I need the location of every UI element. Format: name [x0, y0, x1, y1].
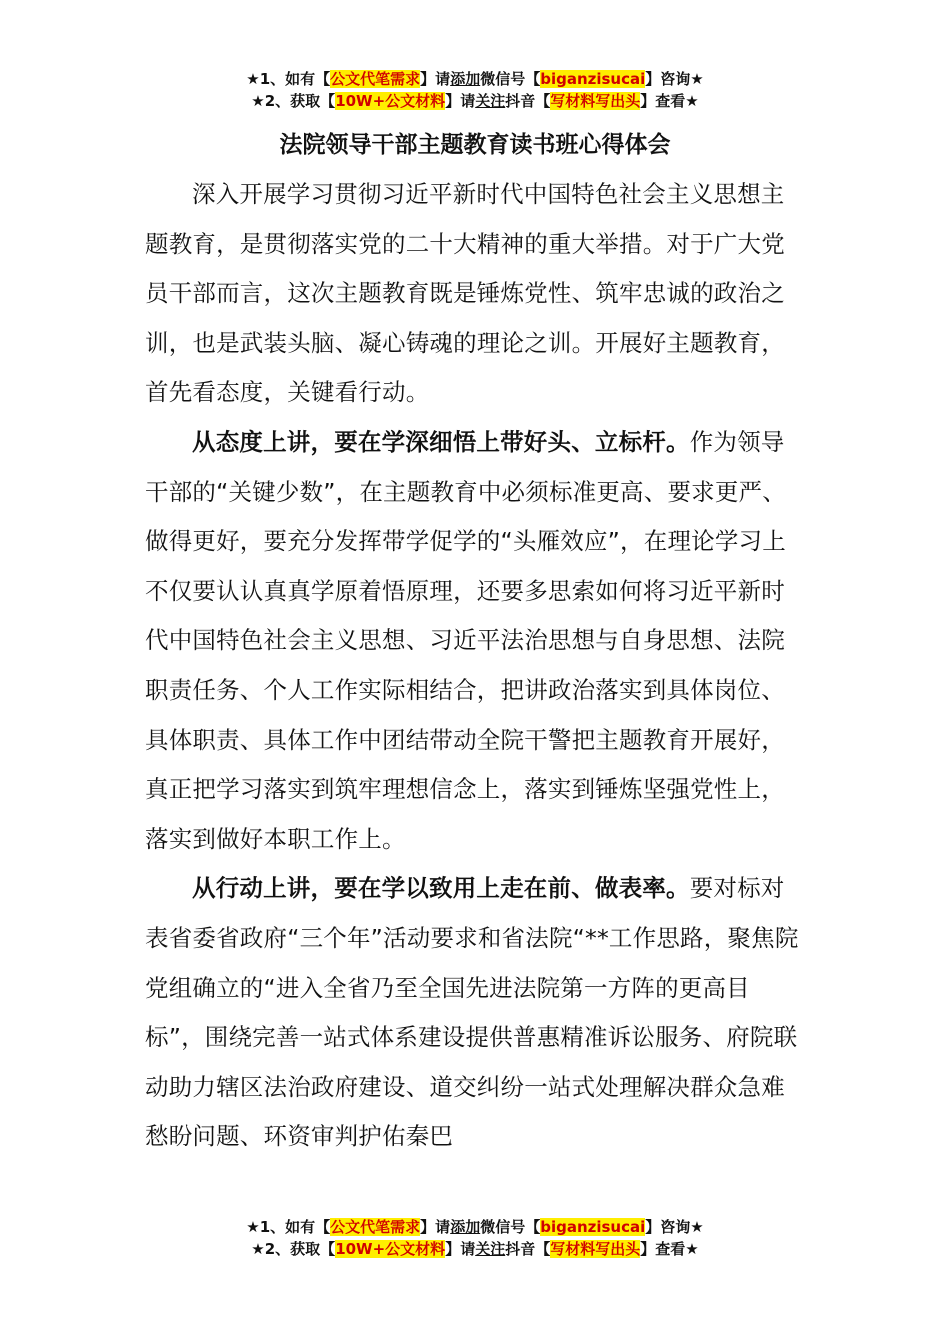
- footer-promo-banner: [0, 1216, 950, 1260]
- promo-text: 】请: [445, 1240, 476, 1258]
- promo-line-1: [0, 68, 950, 90]
- paragraph-attitude: [145, 418, 807, 864]
- promo-underline: 添加: [450, 70, 481, 88]
- promo-text: 抖音【: [505, 92, 551, 110]
- promo-underline: 关注: [475, 1240, 506, 1258]
- promo-line-2: [0, 90, 950, 112]
- paragraph-action: [145, 864, 807, 1162]
- promo-highlight: 10W+公文材料: [335, 92, 446, 110]
- promo-text: 】请: [420, 70, 451, 88]
- paragraph-text: 作为领导干部的“关键少数”，在主题教育中必须标准更高、要求更严、做得更好，要充分发挥带学促学的“头雁效应”，在理论学习上不仅要认认真真学原着悟原理，还要多思索如何将习近平新时代中国特色社会主义思想、习近平法治思想与自身思想、法院职责任务、个人工作实际相结合，把讲政治落实到具体岗位、具体职责、具体工作中团结带动全院干警把主题教育开展好，真正把学习落实到筑牢理想信念上，落实到锤炼坚强党性上，落实到做好本职工作上。: [145, 427, 786, 853]
- promo-wechat-id: biganzisucai: [540, 70, 646, 88]
- paragraph-intro: [145, 170, 807, 418]
- promo-text: 微信号【: [480, 1218, 541, 1236]
- paragraph-lead: 从行动上讲，要在学以致用上走在前、做表率。: [192, 874, 690, 903]
- document-title: 法院领导干部主题教育读书班心得体会: [279, 132, 671, 158]
- paragraph-lead: 从态度上讲，要在学深细悟上带好头、立标杆。: [192, 427, 690, 456]
- promo-text: 抖音【: [505, 1240, 551, 1258]
- promo-wechat-id: biganzisucai: [540, 1218, 646, 1236]
- promo-text: 】请: [420, 1218, 451, 1236]
- promo-line-2: [0, 1238, 950, 1260]
- paragraph-text: 要对标对表省委省政府“三个年”活动要求和省法院“**工作思路，聚焦院党组确立的“进入全省乃至全国先进法院第一方阵的更高目标”，围绕完善一站式体系建设提供普惠精准诉讼服务、府院联动助力辖区法治政府建设、道交纠纷一站式处理解决群众急难愁盼问题、环资审判护佑秦巴: [145, 874, 799, 1151]
- promo-text: 】查看★: [640, 1240, 699, 1258]
- document-body: [145, 170, 807, 1162]
- promo-text: ★1、如有【: [246, 70, 331, 88]
- promo-highlight: 10W+公文材料: [335, 1240, 446, 1258]
- promo-text: 】咨询★: [645, 1218, 704, 1236]
- promo-text: 】请: [445, 92, 476, 110]
- promo-text: 微信号【: [480, 70, 541, 88]
- promo-text: 】咨询★: [645, 70, 704, 88]
- promo-text: ★2、获取【: [251, 1240, 336, 1258]
- promo-douyin-id: 写材料写出头: [550, 92, 641, 110]
- promo-underline: 添加: [450, 1218, 481, 1236]
- header-promo-banner: [0, 68, 950, 112]
- promo-douyin-id: 写材料写出头: [550, 1240, 641, 1258]
- promo-text: ★2、获取【: [251, 92, 336, 110]
- promo-underline: 关注: [475, 92, 506, 110]
- promo-text: 】查看★: [640, 92, 699, 110]
- promo-highlight: 公文代笔需求: [330, 70, 421, 88]
- promo-line-1: [0, 1216, 950, 1238]
- promo-highlight: 公文代笔需求: [330, 1218, 421, 1236]
- paragraph-text: 深入开展学习贯彻习近平新时代中国特色社会主义思想主题教育，是贯彻落实党的二十大精神的重大举措。对于广大党员干部而言，这次主题教育既是锤炼党性、筑牢忠诚的政治之训，也是武装头脑、凝心铸魂的理论之训。开展好主题教育，首先看态度，关键看行动。: [145, 180, 785, 407]
- promo-text: ★1、如有【: [246, 1218, 331, 1236]
